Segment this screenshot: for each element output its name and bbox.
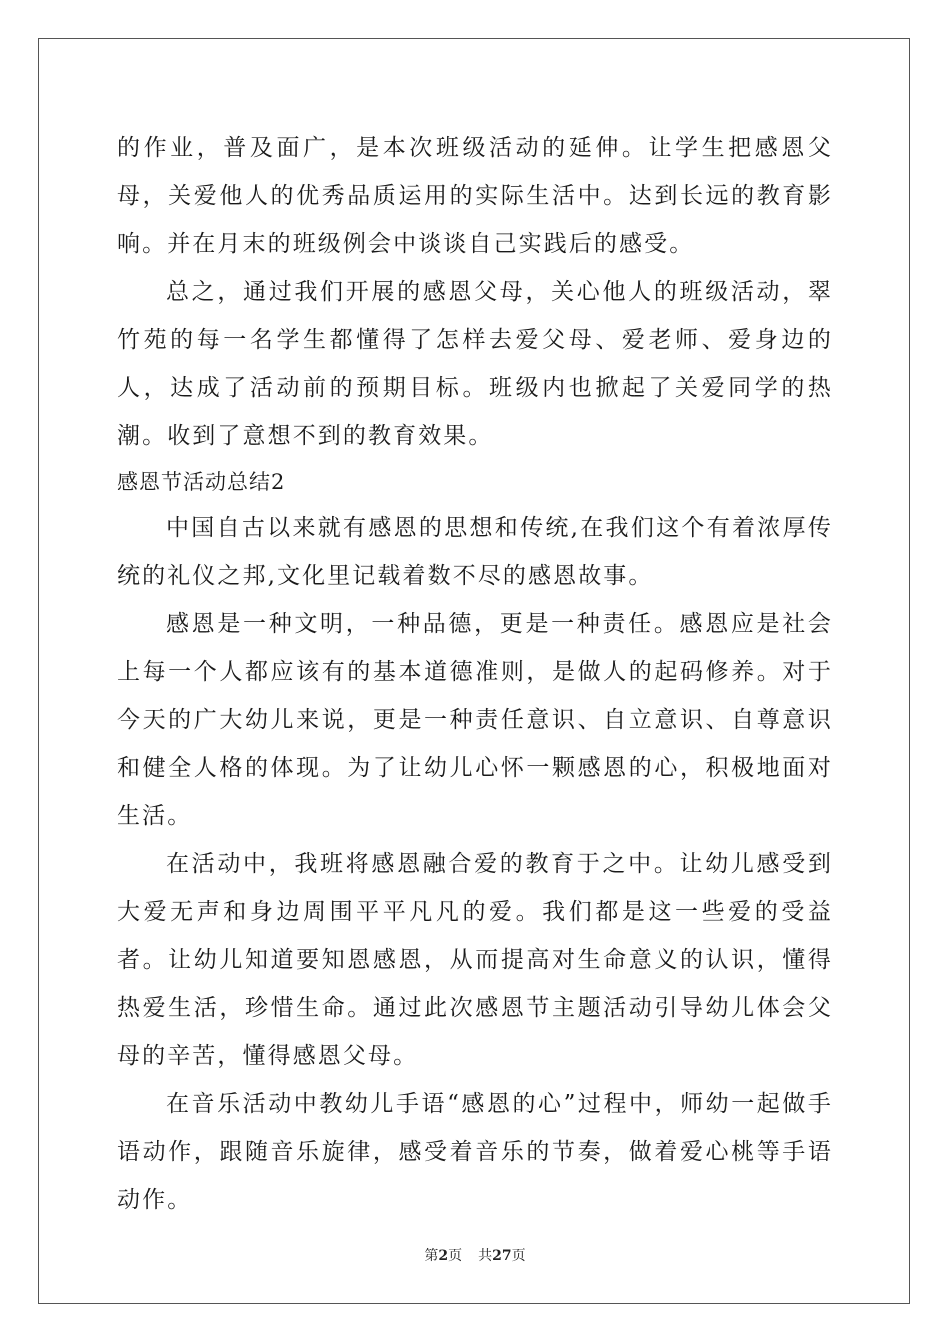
paragraph-intro: 中国自古以来就有感恩的思想和传统,在我们这个有着浓厚传统的礼仪之邦,文化里记载着数不尽的感恩故事。 xyxy=(117,515,833,589)
page-number: 2 xyxy=(438,1248,449,1264)
paragraph-music: 在音乐活动中教幼儿手语“感恩的心”过程中，师幼一起做手语动作，跟随音乐旋律，感受着音乐的节奏，做着爱心桃等手语动作。 xyxy=(117,1091,833,1213)
document-body xyxy=(117,124,833,1224)
paragraph-activity: 在活动中，我班将感恩融合爱的教育于之中。让幼儿感受到大爱无声和身边周围平平凡凡的爱。我们都是这一些爱的受益者。让幼儿知道要知恩感恩，从而提高对生命意义的认识，懂得热爱生活，珍惜生命。通过此次感恩节主题活动引导幼儿体会父母的辛苦，懂得感恩父母。 xyxy=(117,851,833,1069)
total-suffix: 页 xyxy=(511,1248,526,1264)
total-pages: 27 xyxy=(492,1248,512,1264)
paragraph-continuation: 的作业，普及面广，是本次班级活动的延伸。让学生把感恩父母，关爱他人的优秀品质运用的实际生活中。达到长远的教育影响。并在月末的班级例会中谈谈自己实践后的感受。 xyxy=(117,135,833,257)
page-footer xyxy=(0,1245,950,1265)
paragraph-gratitude: 感恩是一种文明，一种品德，更是一种责任。感恩应是社会上每一个人都应该有的基本道德准则，是做人的起码修养。对于今天的广大幼儿来说，更是一种责任意识、自立意识、自尊意识和健全人格的体现。为了让幼儿心怀一颗感恩的心，积极地面对生活。 xyxy=(117,611,833,829)
page-prefix: 第 xyxy=(424,1248,439,1264)
section-heading: 感恩节活动总结2 xyxy=(117,470,286,494)
page-suffix: 页 xyxy=(448,1248,463,1264)
paragraph-summary: 总之，通过我们开展的感恩父母，关心他人的班级活动，翠竹苑的每一名学生都懂得了怎样去爱父母、爱老师、爱身边的人，达成了活动前的预期目标。班级内也掀起了关爱同学的热潮。收到了意想不到的教育效果。 xyxy=(117,279,833,449)
total-prefix: 共 xyxy=(478,1248,493,1264)
